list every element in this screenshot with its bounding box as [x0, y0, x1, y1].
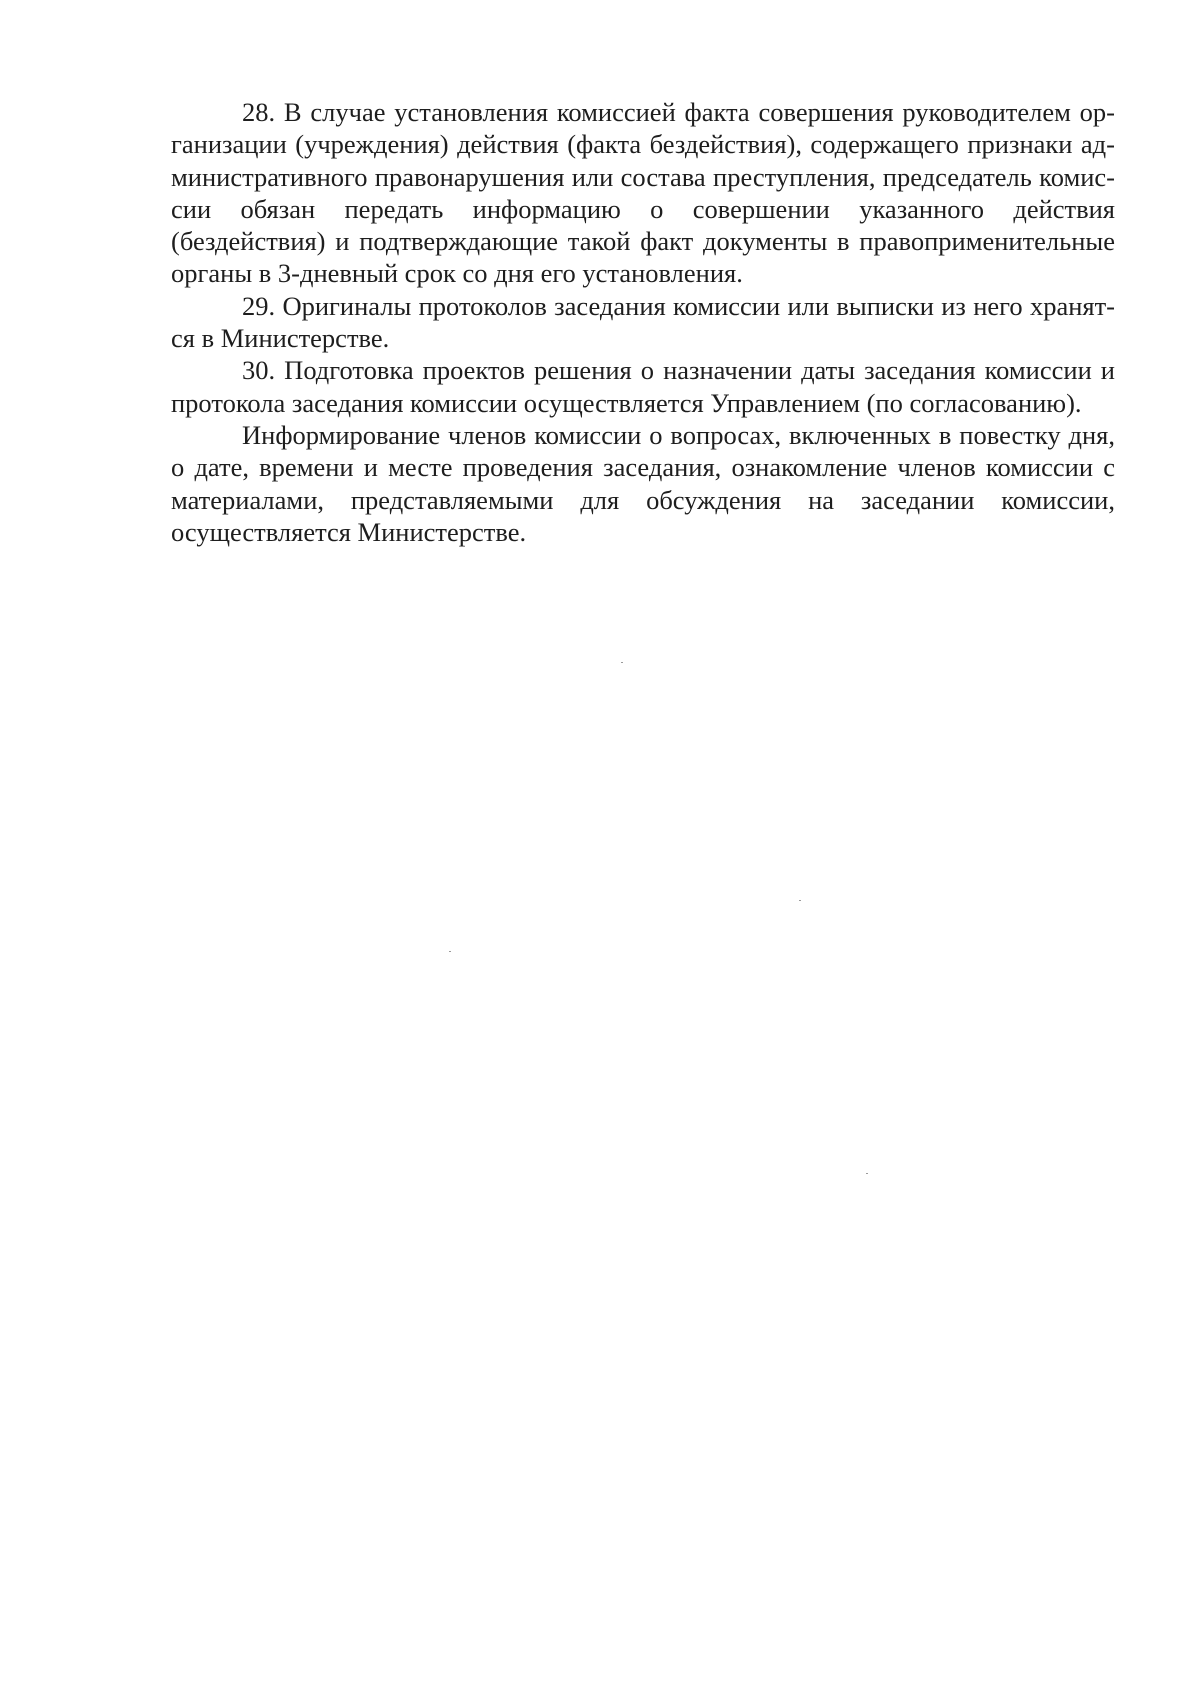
- document-body: [171, 96, 1115, 548]
- paragraph-29: 29. Оригиналы протоколов заседания комиссии или выписки из него хранятся в Министерстве.: [171, 290, 1115, 354]
- paragraph-28: 28. В случае установления комиссией факта совершения руководителем организации (учреждения) действия (факта бездействия), содержащего признаки административного правонарушения или состава преступления, председатель комиссии обязан передать информацию о совершении указанного действия (бездействия) и подтверждающие такой факт документы в правоприменительные органы в 3-дневный срок со дня его установления.: [171, 97, 1115, 289]
- paragraph-30: 30. Подготовка проектов решения о назначении даты заседания комиссии и протокола заседания комиссии осуществляется Управлением (по согласованию).: [171, 355, 1115, 418]
- paragraph-informing: Информирование членов комиссии о вопросах, включенных в повестку дня, о дате, времени и месте проведения заседания, ознакомление членов комиссии с материалами, представляемыми для обсуждения на заседании комиссии, осуществляется Министерстве.: [171, 419, 1115, 547]
- scan-speck: [621, 662, 623, 663]
- scan-speck: [449, 951, 451, 952]
- scan-speck: [799, 900, 801, 901]
- scan-speck: [866, 1173, 868, 1174]
